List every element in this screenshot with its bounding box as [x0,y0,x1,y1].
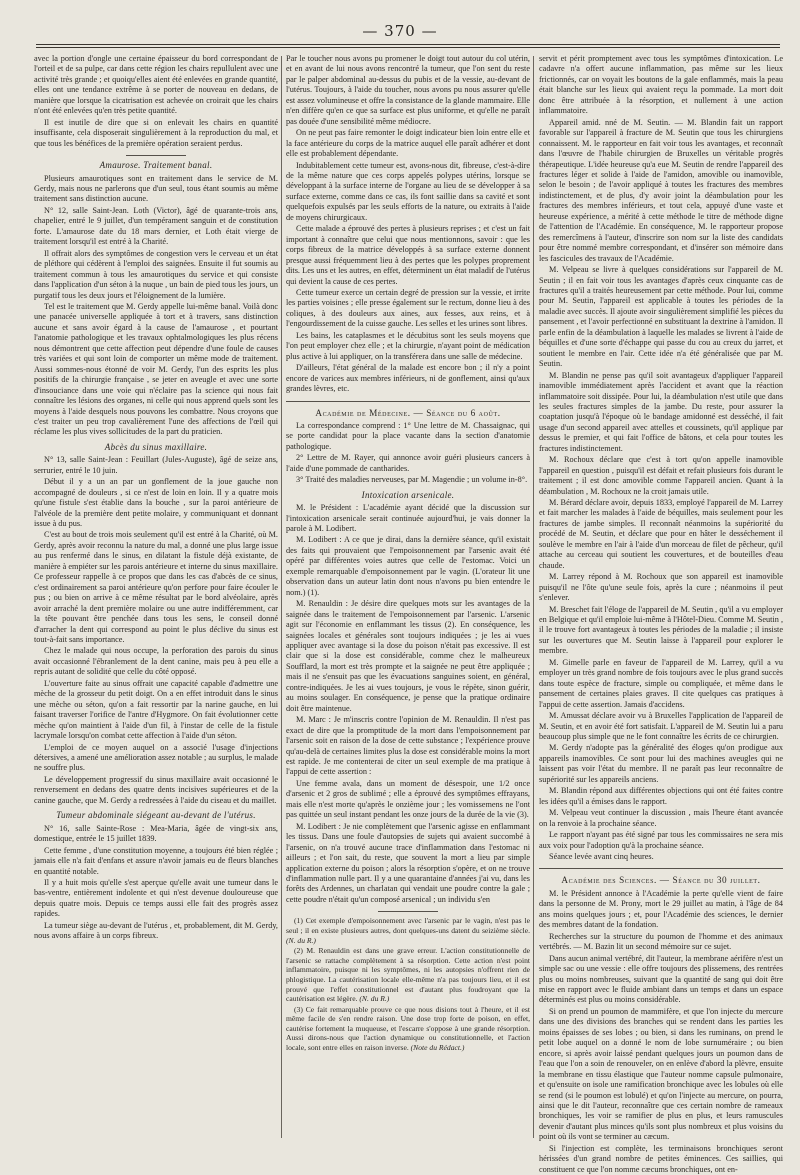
header-rule [36,47,780,48]
paragraph: Chez le malade qui nous occupe, la perforation des parois du sinus avait occasionné l'ébranlement de la dent canine, mais peu à peu elle a repris autant de solidité que celle du côté opposé. [34,646,278,677]
footnotes [286,916,530,1052]
paragraph: M. Lodibert : A ce que je dirai, dans la dernière séance, qu'il existait des faits qui prouvaient que l'empoisonnement par l'arsenic avait été opéré par différentes voies autres que celle de l'estomac. Voici un exemple remarquable d'empoisonnement par le vagin. (L'orateur lit une observation dans un auteur latin dont nous n'avons pu bien entendre le nom.) (1). [286,535,530,597]
paragraph: M. Bérard déclare avoir, depuis 1833, employé l'appareil de M. Larrey et fait marcher les malades à l'aide de béquilles, mais seulement pour les fractures de jambe simples. Il reconnaît néanmoins la supériorité du procédé de M. Seutin, et déclare que pour en hâter le desséchement il soulève le membre en l'air à l'aide d'un morceau de filet de pêcheur, qu'il attache au cerceau qui soutient les couvertures, et de bouteilles d'eau chaude. [539,498,783,570]
paragraph: M. Velpeau veut continuer la discussion , mais l'heure étant avancée on la renvoie à la prochaine séance. [539,808,783,828]
footnote-signature: (Note du Rédact.) [410,1043,465,1053]
paragraph: M. Amussat déclare avoir vu à Bruxelles l'application de l'appareil de M. Seutin, et en avoir été fort satisfait. L'appareil de M. Seutin lui a paru beaucoup plus simple que ne le font connaître les écrits de ce chirurgien. [539,711,783,741]
paragraph: M. Velpeau se livre à quelques considérations sur l'appareil de M. Seutin ; il en fait voir tous les avantages d'après ceux cinquante cas de fractures qu'il a traités heureusement par cette méthode. Pour lui, comme pour M. Seutin, l'appareil est applicable à toutes les périodes de la maladie avec succès. Il ajoute avoir singulièrement simplifié les pièces du pansement , et l'avoir perfectionné en substituant la dextrine à l'amidon. Il parle enfin de la déambulation à laquelle les malades se livrent à l'aide de béquilles et d'une sorte d'échappe qui passe du cou au creux du jarret, et soutient le membre en l'air. Cette idée n'a été généralisée que par M. Seutin. [539,265,783,369]
section-heading-intoxication: Intoxication arsenicale. [361,489,455,500]
paragraph: Plusieurs amaurotiques sont en traitement dans le service de M. Gerdy, mais nous ne parlerons que d'un seul, tous étant soumis au même traitement sans distinction aucune. [34,173,278,204]
section-divider [539,868,783,869]
paragraph: M. Gimelle parle en faveur de l'appareil de M. Larrey, qu'il a vu employer un très grand nombre de fois toujours avec le plus grand succès dans toute espèce de fracture, simple ou compliquée, et même dans le pansement de certaines plaies graves. Il cite quelques cas pratiques à l'appui de cette assertion. Jamais d'accidens. [539,657,783,709]
paragraph: C'est au bout de trois mois seulement qu'il est entré à la Charité, où M. Gerdy, après avoir reconnu la nature du mal, a donné une plus large issue au pus renfermé dans le sinus, en dilatant la fistule déjà existante, de manière à empiéter sur les parois antérieure et interne du sinus maxillaire. Ce professeur rappelle à ce propos que dans les cas d'abcès de ce sinus, c'est ordinairement sa paroi antérieure qu'on perfore pour faire écouler le pus ; ou bien on arrive à ce même résultat par le bord alvéolaire, après avoir arraché la dent première molaire ou une autre indifféremment, car la tête pouvant être penchée dans tous les sens, le conseil donné d'arracher la dent qui correspond au point le plus déclive du sinus est tout-à-fait sans importance. [34,530,278,645]
footnote: (3) Ce fait remarquable prouve ce que nous disions tout à l'heure, et il est même facile de s'en rendre raison. Une dose trop forte de poison, en effet, cautérise fortement la muqueuse, et l'escarre s'oppose à une grande résorption. Aussi dirons-nous que l'action dynamique ou constitutionnelle, et l'action locale, sont entre elles en raison inverse. (Note du Rédact.) [286,1004,530,1053]
column-2 [286,54,530,1140]
paragraph: Début il y a un an par un gonflement de la joue gauche non accompagné de douleurs , si ce n'est de loin en loin. Il y a quatre mois qu'une fistule s'est établie dans la bouche , sur la paroi antérieure de l'alvéole de la première dent petite molaire, y communiquant et donnant issue à du pus. [34,477,278,529]
column-3 [539,54,784,1174]
footnote-signature: (N. du R.) [359,994,390,1004]
paragraph: L'ouverture faite au sinus offrait une capacité capable d'admettre une mèche de la grosseur du petit doigt. On a en effet introduit dans le sinus une mèche ou séton, qu'on a fait ressortir par la narine gauche, en lui faisant traverser l'orifice de l'antre d'Hygmore. On fait évolutionner cette mèche qu'on maintient à l'aide d'un fil, à l'instar de celle de la fistule lacrymale lorsqu'on combat cette affection à l'aide d'un séton. [34,678,278,741]
paragraph: Par le toucher nous avons pu promener le doigt tout autour du col utérin, et en avant de lui nous avons rencontré la tumeur, que l'on sent du reste par le palper abdominal au-dessus du pubis et de la vessie, au-devant de l'utérus. Toujours, à l'aide du toucher, nous avons pu nous assurer qu'elle est assez volumineuse et offre la consistance de la glande mammaire. Elle n'en diffère qu'en ce que sa surface est plus uniforme, et qu'elle ne paraît pas douée d'une sensibilité même médiocre. [286,54,530,126]
paragraph: M. Lodibert : Je nie complètement que l'arsenic agisse en enflammant les tissus. Dans une foule d'autopsies de sujets qui avaient succombé à l'arsenic, on n'a trouvé aucune trace d'inflammation dans l'estomac ni ailleurs ; et l'on sait, du reste, que souvent la mort a lieu par simple application externe du poison ; alors la résorption s'opère, et on ne trouve d'inflammation nulle part. Il y a une quarantaine d'années j'ai vu, dans les forêts des Ardennes, un charlatan qui vendait une poudre contre la gale ; cette poudre n'était qu'un composé arsenical ; un individu s'en [286,821,530,904]
paragraph: Cette femme , d'une constitution moyenne, a toujours été bien réglée ; jamais elle n'a fait d'enfans et assure n'avoir jamais eu de fleurs blanches en quantité notable. [34,845,278,876]
paragraph: Le développement progressif du sinus maxillaire avait occasionné le renversement en dedans des quatre dents incisives supérieures et de la canine gauche, que M. Gerdy a redressées à l'aide du ciseau et du maillet. [34,774,278,805]
footnote: (1) Cet exemple d'empoisonnement avec l'arsenic par le vagin, n'est pas le seul ; il en existe plusieurs autres, dont quelques-uns datent du seizième siècle. (N. du R.) [286,916,530,945]
paragraph: M. Marc : Je m'inscris contre l'opinion de M. Renauldin. Il n'est pas exact de dire que la promptitude de la mort dans l'empoisonnement par l'arsenic soit en raison de la dose de cette substance ; l'expérience prouve qu'au-delà de certaines limites plus la dose est considérable moins la mort est rapide. Je me contenterai de citer un seul exemple de ma pratique à l'appui de cette assertion : [286,715,530,777]
paragraph: Une femme avala, dans un moment de désespoir, une 1/2 once d'arsenic et 2 gros de sublimé ; elle a éprouvé des symptômes effrayans, mais elle n'est morte qu'après le onzième jour ; les vomissemens ne l'ont pas quittée un seul instant pendant les onze jours de la durée de la vie (3). [286,778,530,820]
paragraph: M. Blandin répond aux différentes objections qui ont été faites contre les idées qu'il a émises dans le rapport. [539,786,783,806]
paragraph: La tumeur siège au-devant de l'utérus , et, probablement, dit M. Gerdy, nous avons affaire à un corps fibreux. [34,920,278,941]
paragraph: Cette tumeur exerce un certain degré de pression sur la vessie, et irrite les parties voisines ; elle presse également sur le rectum, donne lieu à des coliques, à des douleurs aux aines, aux fesses, aux reins, et à l'engourdissement de la cuisse gauche. Les selles et les urines sont libres. [286,287,530,329]
paragraph: N° 12, salle Saint-Jean. Loth (Victor), âgé de quarante-trois ans, chapelier, entré le 9 juillet, d'un tempérament sanguin et de constitution forte. L'amaurose date du 18 mars dernier, et Loth était vierge de traitement lorsqu'il est entré à la Charité. [34,205,278,247]
paragraph: Appareil amid. nné de M. Seutin. — M. Blandin fait un rapport favorable sur l'appareil à fracture de M. Seutin que tous les chirurgiens connaissent. M. le rapporteur en fait voir tous les avantages, et reconnaît dans l'œuvre de l'habile chirurgien de Bruxelles un véritable progrès thérapeutique. L'idée heureuse qu'a eue M. Seutin de rendre l'appareil des fractures léger et solide à l'aide de l'amidon, amovible ou inamovible, selon le besoin ; de l'avoir appliqué à toutes les fractures des membres indistinctement, et de plus, d'y avoir joint la déambulation pour les fractures des membres inférieurs, et tout cela, appuyé d'une vaste et heureuse expérience, a mérité à cette méthode le titre de méthode digne de l'attention de l'Académie. En conséquence, M. le rapporteur propose des remercîmens à l'auteur, d'inscrire son nom sur la liste des candidats pour être nommé membre correspondant, et d'insérer son mémoire dans les fascicules des travaux de l'Académie. [539,117,783,263]
paragraph: M. Gerdy n'adopte pas la généralité des éloges qu'on prodigue aux appareils inamovibles. Ce sont pour lui des machines aveugles qui ne laissent pas voir l'état du membre. Il ne paraît pas leur reconnaître de supériorité sur les appareils anciens. [539,743,783,784]
column-divider [533,56,534,1138]
paragraph: Recherches sur la structure du poumon de l'homme et des animaux vertébrés. — M. Bazin lit un second mémoire sur ce sujet. [539,931,783,952]
paragraph: N° 13, salle Saint-Jean : Feuillart (Jules-Auguste), âgé de seize ans, serrurier, entré le 10 juin. [34,455,278,475]
paragraph: N° 16, salle Sainte-Rose : Mea-Maria, âgée de vingt-six ans, domestique, entrée le 15 juillet 1839. [34,823,278,844]
footnote-divider [378,911,438,912]
paragraph: Indubitablement cette tumeur est, avons-nous dit, fibreuse, c'est-à-dire de la même nature que ces corps appelés polypes utérins, lorsque se développant à la surface interne de l'organe au lieu de se développer à sa surface externe, comme dans ce cas, ils font saillie dans sa cavité et sont quelquefois expulsés par les seuls efforts de la nature, ou extraits à l'aide de moyens chirurgicaux. [286,160,530,222]
section-heading-abces: Abcès du sinus maxillaire. [104,441,208,452]
paragraph: Le rapport n'ayant pas été signé par tous les commissaires ne sera mis aux voix pour l'adoption qu'à la prochaine séance. [539,830,783,850]
footnote-signature: (N. du R.) [286,935,316,945]
section-divider [126,155,186,156]
paragraph: 3° Traité des maladies nerveuses, par M. Magendie ; un volume in-8°. [296,475,528,485]
paragraph: 2° Lettre de M. Rayer, qui annonce avoir guéri plusieurs cancers à l'aide d'une pommade de cantharides. [286,453,530,473]
paragraph: servit et périt promptement avec tous les symptômes d'intoxication. Le cadavre n'a offert aucune inflammation, pas même sur les lieux frictionnés, car on voyait les boutons de la gale enflammés, mais la peau était blanche sur les lieux qui avaient reçu la pommade. La mort doit donc être attribuée à la résorption, et nullement à une action inflammatoire. [539,54,783,116]
paragraph: M. Renauldin : Je désire dire quelques mots sur les avantages de la saignée dans le traitement de l'empoisonnement par l'arsenic. L'arsenic agit sur l'économie en enflammant les tissus (2). En conséquence, les saignées locales et générales sont toujours indiquées ; je les ai vues appliquer avec avantage si la dose du poison n'était pas excessive. Il est clair que si la dose est considérable, comme chez le malheureux Soufflard, la mort est très prompte et la saignée ne peut être appliquée ; mais il ne s'ensuit pas que les évacuations sanguines soient, en général, contre-indiquées. Je les ai vues toujours, je vous le répète, sinon guérir, au moins soulager. En conséquence, je pense que la pratique ordinaire doit être maintenue. [286,599,530,713]
column-1 [34,54,278,1140]
paragraph: On ne peut pas faire remonter le doigt indicateur bien loin entre elle et la face antérieure du corps de la matrice auquel elle paraît adhérer et dont elle est probablement dépendante. [286,128,530,159]
paragraph: M. le Président annonce à l'Académie la perte qu'elle vient de faire dans la personne de M. Prony, mort le 29 juillet au matin, à l'âge de 84 ans moins quelques jours ; et, pour l'Académie des sciences, le dernier des membres datant de la fondation. [539,888,783,930]
section-heading-amaurose: Amaurose. Traitement banal. [99,160,213,171]
section-heading-academie-sciences: Académie des Sciences. — Séance du 30 juillet. [561,875,761,886]
paragraph: M. le Président : L'académie ayant décidé que la discussion sur l'intoxication arsenicale serait continuée aujourd'hui, je vais donner la parole à M. Lodibert. [286,503,530,534]
page-number: — 370 — [362,22,438,40]
paragraph: Si on prend un poumon de mammifère, et que l'on injecte du mercure dans une des divisions des branches qui se rendent dans les parties les moins épaisses de ses lobes ; ou bien, si dans les ruminans, on prend le petit lobe auquel on a donné le nom de lobe surnuméraire ; ou bien encore, si après avoir laissé pendant quelques jours un poumon dans de l'eau que l'on a soin de renouveler, on en enlève d'abord la plèvre, ensuite la membrane en tissu élastique que l'auteur nomme capsule pulmonaire, et qu'ensuite on isole une ramification bronchique avec les lobules où elle se rend (si le poumon est lobulé) et qu'on l'injecte au mercure, on pourra, ainsi que le dit l'auteur, reconnaître que ces certain nombre de rameaux bronchiques, les voir se ramifier de plus en plus, et leurs ramuscules devenir d'autant plus minces qu'ils sont plus nombreux et plus voisins du point où ils vont se terminer au cæcum. [539,1006,783,1142]
paragraph: Il offrait alors des symptômes de congestion vers le cerveau et un état de pléthore qui cédèrent à l'emploi des saignées. Ensuite il fut soumis au traitement commun à tous les amaurotiques du service et qui consiste dans l'application d'un séton à la nuque , un bain de pied tous les jours, un purgatif tous les deux jours et l'éloignement de la lumière. [34,248,278,300]
section-heading-tumeur: Tumeur abdominale siégeant au-devant de l'utérus. [56,810,256,821]
paragraph: Si l'injection est complète, les terminaisons bronchiques seront hérissées d'un grand nombre de petites éminences. Ces saillies, qui constituent ce que l'on nomme cæcums bronchiques, ont en- [539,1143,783,1174]
paragraph: La correspondance comprend : 1° Une lettre de M. Chassaignac, qui se porte candidat pour la place vacante dans la section d'anatomie pathologique. [286,420,530,451]
paragraph: Séance levée avant cinq heures. [549,851,654,861]
paragraph: avec la portion d'ongle une certaine épaisseur du bord correspondant de l'orteil et de sa pulpe, car dans cette région les chairs repullulent avec une activité très grande ; et quoiqu'elles aient été enlevées en grande quantité, elles ont une tendance extrême à se porter de nouveau en dedans, de manière que lorsque la cicatrisation est achevée on croirait que les chairs n'ont été enlevées qu'en très petite quantité. [34,54,278,116]
paragraph: Tel est le traitement que M. Gerdy appelle lui-même banal. Voilà donc une panacée universelle appliquée à tort et à travers, sans distinction aucune et sans avoir égard à la cause de l'amaurose , et pourtant l'anatomie pathologique et les travaux ophtalmologiques les plus récens nous démontrent que cette affection peut dépendre d'une foule de causes très variées et qui sont loin de comporter un même mode de traitement. Aussi sommes-nous étonné de voir M. Gerdy, l'un des esprits les plus positifs de la chirurgie française , se jeter en aveugle et avec une sorte d'insouciance dans une voie qui n'éclaire pas la science qui nous fait connaître les lésions des organes, ni celle qui nous apprend quels sont les moyens à l'aide desquels nous pouvons les combattre. Nous croyons que c'est traiter un peu trop cavalièrement l'une des affections de l'œil qui réclame les plus vives sollicitudes de la part du praticien. [34,301,278,437]
column-divider [281,56,282,1138]
paragraph: M. Larrey répond à M. Rochoux que son appareil est inamovible puisqu'il ne l'ôte qu'une seule fois, après la cure ; néanmoins il peut s'enlever. [539,572,783,603]
paragraph: Les bains, les cataplasmes et le décubitus sont les seuls moyens que l'on peut employer chez elle ; et la chirurgie, n'ayant point de médication plus active à lui appliquer, on la transférera dans une salle de médecine. [286,330,530,361]
section-heading-academie-medecine: Académie de Médecine. — Séance du 6 août. [315,407,501,418]
section-divider [286,401,530,402]
paragraph: Dans aucun animal vertébré, dit l'auteur, la membrane aérifère n'est un simple sac ou une vessie : elle offre toujours des plissemens, des rentrées plus ou moins nombreuses, suivant que la quantité de sang qui doit être mise en rapport avec le fluide ambiant dans un temps et dans un espace déterminés est plus ou moins considérable. [539,953,783,1005]
header-rule [36,44,780,45]
paragraph: Il y a huit mois qu'elle s'est aperçue qu'elle avait une tumeur dans le bas-ventre, entièrement indolente et qui n'est devenue douloureuse que depuis quatre mois. Depuis ce temps aussi elle fait des progrès assez rapides. [34,877,278,919]
paragraph: Il est inutile de dire que si on enlevait les chairs en quantité insuffisante, cela disposerait singulièrement à la reproduction du mal, et que tous les bénéfices de la première opération seraient perdus. [34,117,278,148]
paragraph: M. Breschet fait l'éloge de l'appareil de M. Seutin , qu'il a vu employer en Belgique et qu'il emploie lui-même à l'Hôtel-Dieu. Comme M. Seutin , il le trouve fort avantageux à toutes les périodes de la maladie ; il insiste sur les ouvertures que M. Seutin laisse à l'appareil pour explorer le membre. [539,604,784,656]
footnote: (2) M. Renauldin est dans une grave erreur. L'action constitutionnelle de l'arsenic se rattache complètement à sa résorption. Cette action n'est point inflammatoire, puisque ni les symptômes, ni les autopsies n'offrent rien de phlogistique. La cautérisation locale elle-même n'a pas toujours lieu, et il est prouvé que l'effet constitutionnel est d'autant plus foudroyant que la cautérisation est légère. (N. du R.) [286,946,530,1004]
paragraph: Cette malade a éprouvé des pertes à plusieurs reprises ; et c'est un fait important à connaître que celui que nous mentionnons, savoir : que les corps fibreux de la matrice développés à sa surface externe donnent presque aussi fréquemment lieu à des pertes que les polypes proprement dits. Les uns et les autres, en effet, déterminent un état maladif de l'utérus qui devient la cause de ces pertes. [286,224,530,286]
paragraph: L'emploi de ce moyen auquel on a associé l'usage d'injections détersives, a amené une amélioration assez notable ; au surplus, le malade ne souffre plus. [34,742,278,773]
paragraph: M. Blandin ne pense pas qu'il soit avantageux d'appliquer l'appareil inamovible immédiatement après l'accident et avant que la réaction inflammatoire soit dissipée. Pour lui, la déambulation n'est utile que dans les seules fractures simples de la jambe. Du reste, pour assurer la coaptation jusqu'à l'époque où le bandage amidonné est desséché, il fait usage d'un second appareil avec attelles et coussinets, qu'il applique par dessus le premier, et qui fait l'office de bâtons, et cela pour toutes les fractures indistinctement. [539,370,783,453]
paragraph: D'ailleurs, l'état général de la malade est encore bon ; il n'y a point encore de varices aux membres inférieurs, ni de gonflement, ainsi qu'aux grandes lèvres, etc. [286,363,530,394]
paragraph: M. Rochoux déclare que c'est à tort qu'on appelle inamovible l'appareil en question , puisqu'il est défait et refait plusieurs fois durant le traitement ; il est donc amovible comme l'appareil ancien. Quant à la déambulation , M. Rochoux ne la croit jamais utile. [539,455,783,496]
